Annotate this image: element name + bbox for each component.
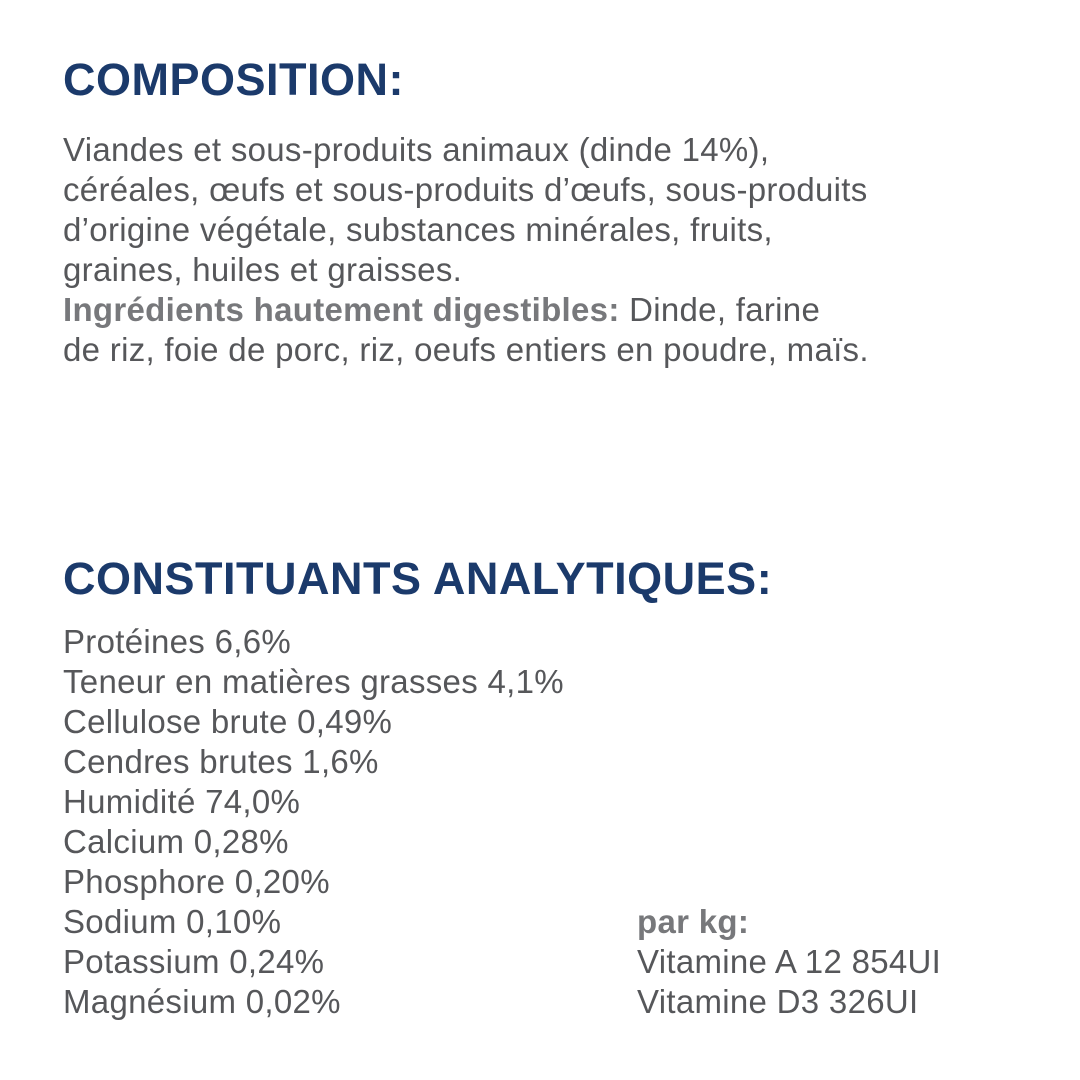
analytical-item-fibre: Cellulose brute 0,49% xyxy=(63,703,393,740)
analytical-item-sodium: Sodium 0,10% xyxy=(63,903,282,940)
composition-line: d’origine végétale, substances minérales, fruits, xyxy=(63,211,773,248)
per-kg-block xyxy=(637,902,941,1022)
per-kg-item-vitamin-a: Vitamine A 12 854UI xyxy=(637,943,942,980)
per-kg-label: par kg: xyxy=(637,903,750,940)
analytical-item-phosphorus: Phosphore 0,20% xyxy=(63,863,330,900)
digestibles-line xyxy=(63,290,869,330)
digestibles-rest: Dinde, farine xyxy=(619,291,821,328)
analytical-item-calcium: Calcium 0,28% xyxy=(63,823,289,860)
analytical-item-proteins: Protéines 6,6% xyxy=(63,623,291,660)
per-kg-item-vitamin-d3: Vitamine D3 326UI xyxy=(637,983,919,1020)
digestibles-line: de riz, foie de porc, riz, oeufs entiers en poudre, maïs. xyxy=(63,331,869,368)
analytical-item-moisture: Humidité 74,0% xyxy=(63,783,301,820)
composition-paragraph xyxy=(63,130,869,370)
analytical-item-fat: Teneur en matières grasses 4,1% xyxy=(63,663,564,700)
composition-heading: COMPOSITION: xyxy=(63,54,404,105)
composition-line: Viandes et sous-produits animaux (dinde 14%), xyxy=(63,131,770,168)
composition-line: céréales, œufs et sous-produits d’œufs, sous-produits xyxy=(63,171,868,208)
analytical-item-magnesium: Magnésium 0,02% xyxy=(63,983,341,1020)
analytical-constituents-heading: CONSTITUANTS ANALYTIQUES: xyxy=(63,553,773,604)
digestibles-label: Ingrédients hautement digestibles: xyxy=(63,291,620,328)
analytical-item-ash: Cendres brutes 1,6% xyxy=(63,743,379,780)
analytical-constituents-list xyxy=(63,622,564,1022)
composition-line: graines, huiles et graisses. xyxy=(63,251,463,288)
analytical-item-potassium: Potassium 0,24% xyxy=(63,943,325,980)
